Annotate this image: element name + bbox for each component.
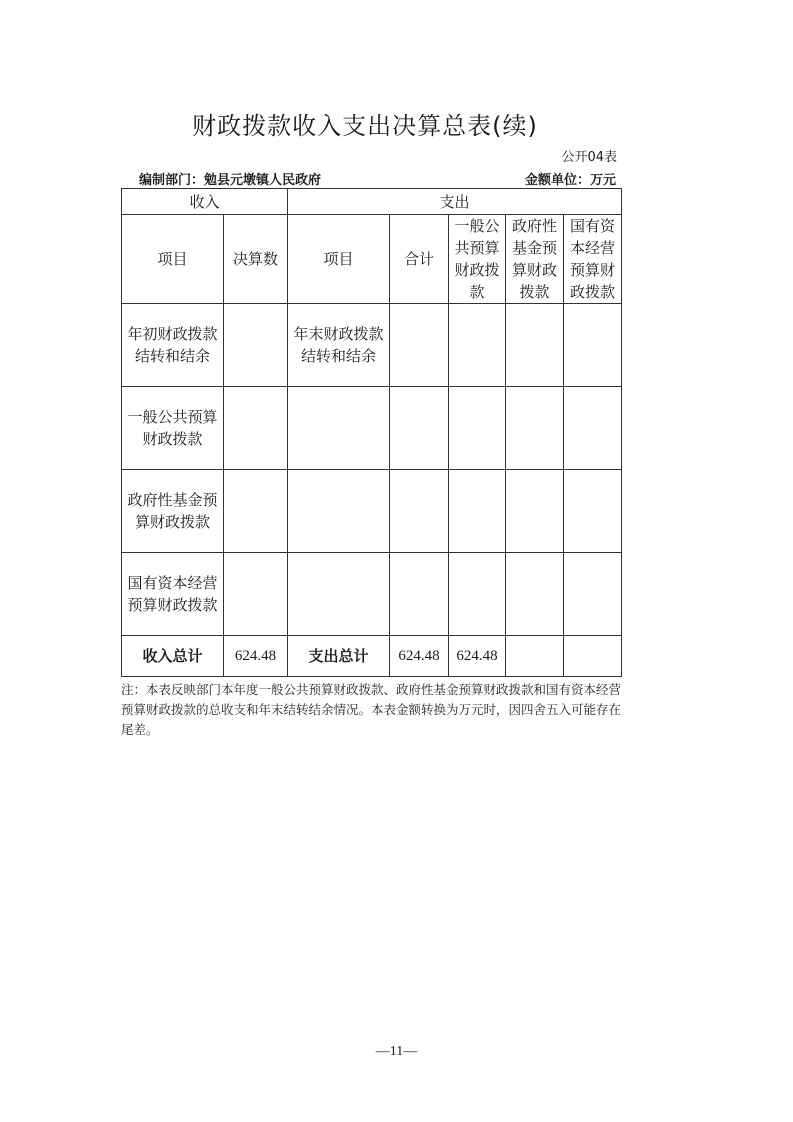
expense-item-cell bbox=[288, 470, 390, 553]
state-cell bbox=[564, 553, 622, 636]
expense-item-cell: 年末财政拨款结转和结余 bbox=[288, 304, 390, 387]
fund-cell bbox=[506, 387, 564, 470]
page-number: —11— bbox=[375, 1044, 418, 1059]
income-item-cell: 年初财政拨款结转和结余 bbox=[122, 304, 224, 387]
table-row bbox=[122, 387, 622, 470]
col-fund-header: 政府性基金预算财政拨款 bbox=[506, 215, 564, 304]
general-total-amount: 624.48 bbox=[449, 636, 506, 677]
form-number: 公开04表 bbox=[561, 150, 617, 165]
state-cell bbox=[564, 304, 622, 387]
total-cell bbox=[390, 387, 449, 470]
general-cell bbox=[449, 470, 506, 553]
income-amount-cell bbox=[224, 470, 288, 553]
total-cell bbox=[390, 553, 449, 636]
table-row bbox=[122, 304, 622, 387]
income-amount-cell bbox=[224, 553, 288, 636]
budget-table bbox=[121, 188, 622, 677]
fund-total-amount bbox=[506, 636, 564, 677]
totals-row bbox=[122, 636, 622, 677]
col-state-header: 国有资本经营预算财政拨款 bbox=[564, 215, 622, 304]
expense-item-cell bbox=[288, 553, 390, 636]
income-total-amount: 624.48 bbox=[224, 636, 288, 677]
general-cell bbox=[449, 387, 506, 470]
income-item-cell: 一般公共预算财政拨款 bbox=[122, 387, 224, 470]
table-row bbox=[122, 553, 622, 636]
department-label: 编制部门：勉县元墩镇人民政府 bbox=[139, 173, 322, 188]
state-cell bbox=[564, 387, 622, 470]
income-total-label: 收入总计 bbox=[122, 636, 224, 677]
table-row bbox=[122, 470, 622, 553]
col-income-item-header: 项目 bbox=[122, 215, 224, 304]
income-amount-cell bbox=[224, 387, 288, 470]
income-item-cell: 政府性基金预算财政拨款 bbox=[122, 470, 224, 553]
total-cell bbox=[390, 304, 449, 387]
general-cell bbox=[449, 304, 506, 387]
state-cell bbox=[564, 470, 622, 553]
expense-item-cell bbox=[288, 387, 390, 470]
expense-total-amount: 624.48 bbox=[390, 636, 449, 677]
section-expense-header: 支出 bbox=[288, 189, 622, 215]
col-total-header: 合计 bbox=[390, 215, 449, 304]
page-title: 财政拨款收入支出决算总表(续) bbox=[192, 112, 538, 140]
fund-cell bbox=[506, 304, 564, 387]
fund-cell bbox=[506, 470, 564, 553]
state-total-amount bbox=[564, 636, 622, 677]
section-income-header: 收入 bbox=[122, 189, 288, 215]
col-income-amount-header: 决算数 bbox=[224, 215, 288, 304]
unit-label: 金额单位：万元 bbox=[525, 173, 617, 188]
col-expense-item-header: 项目 bbox=[288, 215, 390, 304]
income-item-cell: 国有资本经营预算财政拨款 bbox=[122, 553, 224, 636]
expense-total-label: 支出总计 bbox=[288, 636, 390, 677]
footnote: 注：本表反映部门本年度一般公共预算财政拨款、政府性基金预算财政拨款和国有资本经营预算财政拨款的总收支和年末结转结余情况。本表金额转换为万元时，因四舍五入可能存在尾差。 bbox=[121, 682, 622, 737]
col-general-header: 一般公共预算财政拨款 bbox=[449, 215, 506, 304]
general-cell bbox=[449, 553, 506, 636]
total-cell bbox=[390, 470, 449, 553]
fund-cell bbox=[506, 553, 564, 636]
income-amount-cell bbox=[224, 304, 288, 387]
